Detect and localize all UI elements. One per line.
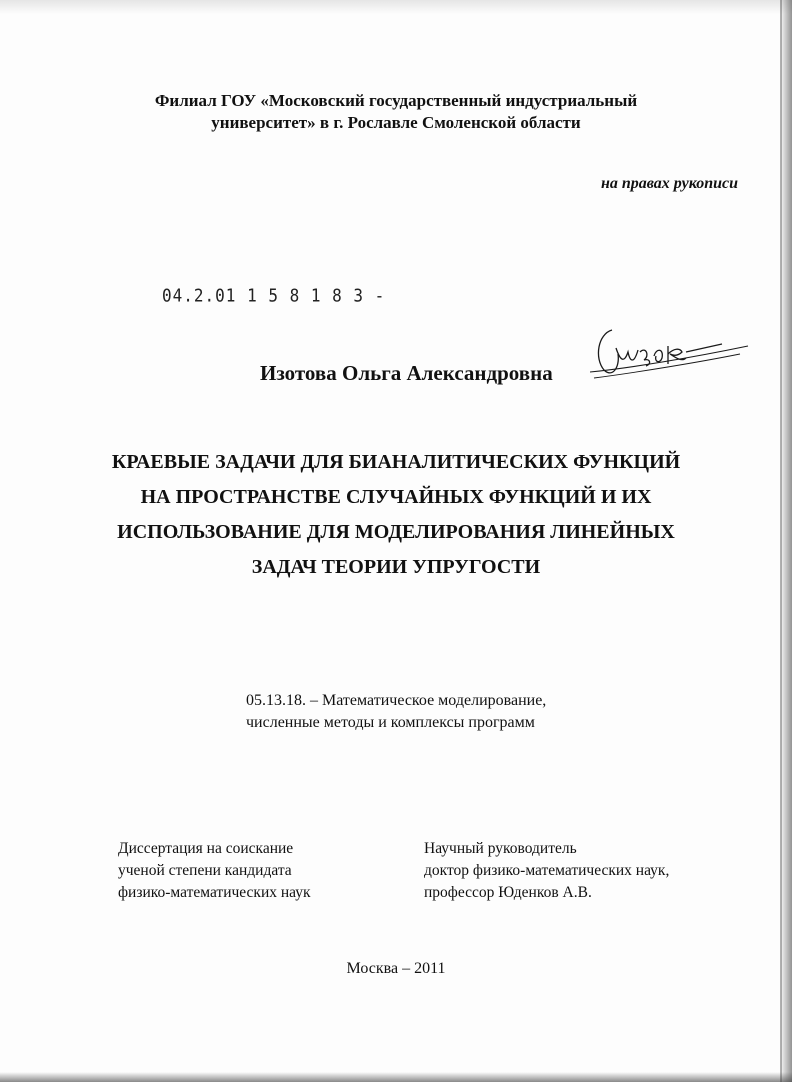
manuscript-rights-note: на правах рукописи	[600, 175, 738, 192]
supervisor-block	[424, 838, 669, 904]
author-signature	[590, 318, 750, 388]
city-and-year: Москва – 2011	[346, 960, 446, 977]
specialty-line-1: 05.13.18. – Математическое моделирование,	[246, 692, 547, 709]
institution-header	[0, 90, 792, 134]
registration-number: 04.2.01 1 5 8 1 8 3 -	[162, 285, 386, 306]
supervisor-line-1: Научный руководитель	[424, 840, 577, 857]
dissertation-line-2: ученой степени кандидата	[118, 862, 292, 879]
scan-edge-top	[0, 0, 792, 14]
scan-edge-bottom	[0, 1072, 792, 1082]
supervisor-line-2: доктор физико-математических наук,	[424, 862, 670, 879]
title-line-3: ИСПОЛЬЗОВАНИЕ ДЛЯ МОДЕЛИРОВАНИЯ ЛИНЕЙНЫХ	[117, 521, 675, 543]
title-line-4: ЗАДАЧ ТЕОРИИ УПРУГОСТИ	[251, 556, 541, 578]
specialty-line-2: численные методы и комплексы программ	[246, 714, 535, 731]
institution-line-1: Филиал ГОУ «Московский государственный индустриальный	[154, 91, 638, 110]
title-line-2: НА ПРОСТРАНСТВЕ СЛУЧАЙНЫХ ФУНКЦИЙ И ИХ	[140, 486, 652, 508]
supervisor-line-3: профессор Юденков А.В.	[424, 884, 592, 901]
dissertation-line-3: физико-математических наук	[118, 884, 311, 901]
dissertation-line-1: Диссертация на соискание	[118, 840, 294, 857]
specialty-code	[246, 690, 546, 734]
institution-line-2: университет» в г. Рославле Смоленской области	[211, 113, 581, 132]
author-name: Изотова Ольга Александровна	[260, 361, 553, 385]
title-line-1: КРАЕВЫЕ ЗАДАЧИ ДЛЯ БИАНАЛИТИЧЕСКИХ ФУНКЦИЙ	[111, 451, 681, 473]
dissertation-degree-block	[118, 838, 311, 904]
dissertation-title	[0, 445, 792, 585]
